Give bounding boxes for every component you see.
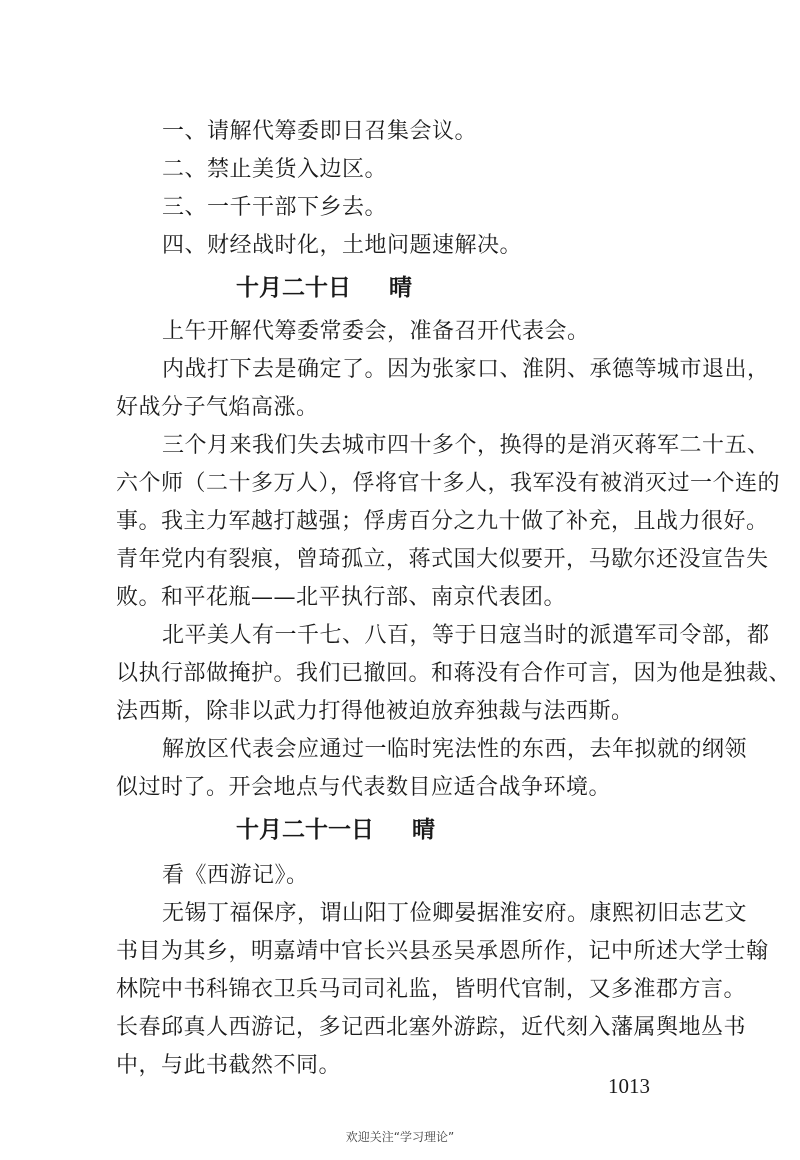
paragraph-line: 好战分子气焰高涨。 xyxy=(116,395,319,420)
list-item: 四、财经战时化，土地问题速解决。 xyxy=(162,233,523,258)
paragraph-line: 解放区代表会应通过一临时宪法性的东西，去年拟就的纲领 xyxy=(162,737,748,762)
footer-text: 欢迎关注“学习理论” xyxy=(345,1130,455,1144)
paragraph-line: 似过时了。开会地点与代表数目应适合战争环境。 xyxy=(116,775,612,800)
paragraph-line: 北平美人有一千七、八百，等于日寇当时的派遣军司令部，都 xyxy=(162,623,770,648)
paragraph-line: 三个月来我们失去城市四十多个，换得的是消灭蒋军二十五、 xyxy=(162,433,770,458)
paragraph-line: 上午开解代筹委常委会，准备召开代表会。 xyxy=(162,319,590,344)
paragraph-line: 无锡丁福保序，谓山阳丁俭卿晏据淮安府。康熙初旧志艺文 xyxy=(162,901,748,926)
entry-heading-oct21 xyxy=(236,810,435,850)
entry-weather: 晴 xyxy=(412,817,435,843)
paragraph-line: 内战打下去是确定了。因为张家口、淮阴、承德等城市退出， xyxy=(162,357,770,382)
paragraph-line: 书目为其乡，明嘉靖中官长兴县丞吴承恩所作，记中所述大学士翰 xyxy=(116,939,769,964)
paragraph-line: 法西斯，除非以武力打得他被迫放弃独裁与法西斯。 xyxy=(116,699,634,724)
list-item: 二、禁止美货入边区。 xyxy=(162,157,388,182)
entry-date: 十月二十一日 xyxy=(236,817,374,843)
page-number: 1013 xyxy=(608,1074,650,1098)
paragraph-line: 事。我主力军越打越强；俘虏百分之九十做了补充，且战力很好。 xyxy=(116,509,769,534)
list-item: 三、一千干部下乡去。 xyxy=(162,195,388,220)
paragraph-line: 以执行部做掩护。我们已撤回。和蒋没有合作可言，因为他是独裁、 xyxy=(116,661,792,686)
entry-date: 十月二十日 xyxy=(236,275,351,301)
paragraph-line: 六个师（二十多万人），俘将官十多人，我军没有被消灭过一个连的 xyxy=(116,471,781,496)
paragraph-line: 青年党内有裂痕，曾琦孤立，蒋式国大似要开，马歇尔还没宣告失 xyxy=(116,547,769,572)
entry-heading-oct20 xyxy=(236,268,412,308)
paragraph-line: 林院中书科锦衣卫兵马司司礼监，皆明代官制，又多淮郡方言。 xyxy=(116,977,747,1002)
list-item: 一、请解代筹委即日召集会议。 xyxy=(162,119,478,144)
paragraph-line: 中，与此书截然不同。 xyxy=(116,1053,342,1078)
paragraph-line: 长春邱真人西游记，多记西北塞外游踪，近代刻入藩属舆地丛书 xyxy=(116,1015,747,1040)
entry-weather: 晴 xyxy=(389,275,412,301)
paragraph-line: 看《西游记》。 xyxy=(162,863,309,888)
paragraph-line: 败。和平花瓶——北平执行部、南京代表团。 xyxy=(116,585,567,610)
